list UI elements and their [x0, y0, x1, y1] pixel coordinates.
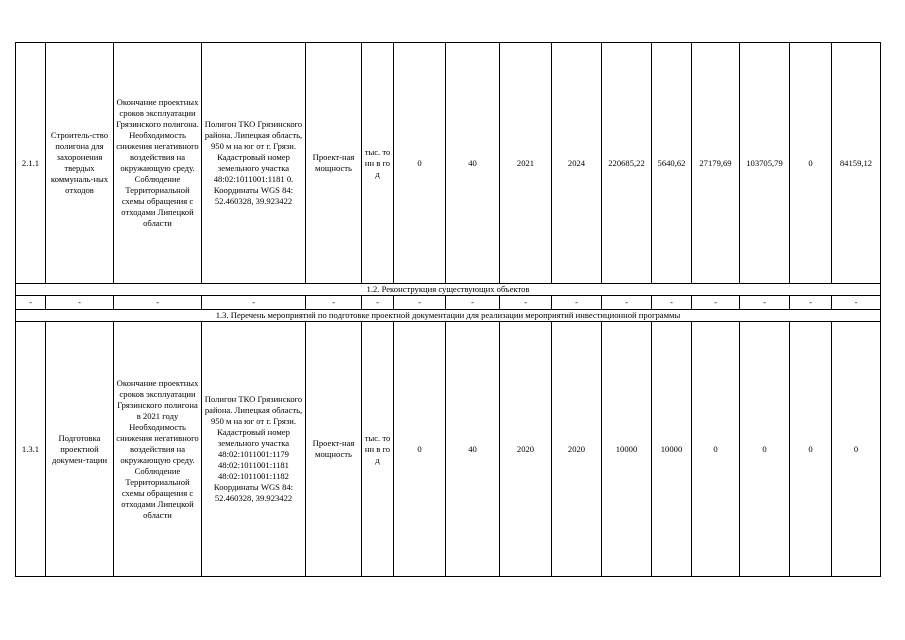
dash-cell: -	[362, 296, 394, 310]
cell-cost-1: 10000	[652, 322, 692, 577]
dash-cell: -	[740, 296, 790, 310]
cell-event-name: Строитель-ство полигона для захоронения твердых коммуналь-ных отходов	[46, 43, 114, 284]
section-title-project-docs: 1.3. Перечень мероприятий по подготовке проектной документации для реализации мероприятий инвестиционной программы	[16, 310, 881, 322]
dash-cell: -	[832, 296, 881, 310]
cell-cost-4: 0	[790, 43, 832, 284]
dash-cell: -	[790, 296, 832, 310]
cell-event-name: Подготовка проектной докумен-тации	[46, 322, 114, 577]
cell-end-year: 2024	[552, 43, 602, 284]
cell-reason: Окончание проектных сроков эксплуатации Грязинского полигона в 2021 году Необходимость снижения негативного воздействия на окружающую среду. Соблюдение Территориальной схемы обращения с отходами Липецкой области	[114, 322, 202, 577]
cell-cost-3: 0	[740, 322, 790, 577]
cell-indicator: Проект-ная мощность	[306, 43, 362, 284]
section-row-1-3	[16, 310, 881, 322]
section-row-1-2	[16, 284, 881, 296]
cell-location: Полигон ТКО Грязинского района. Липецкая область, 950 м на юг от г. Грязи. Кадастровый номер земельного участка 48:02:1011001:1179 48:02:1011001:1181 48:02:1011001:1182 Координаты WGS 84: 52.460328, 39.923422	[202, 322, 306, 577]
table-row-1-3-1	[16, 322, 881, 577]
dash-cell: -	[652, 296, 692, 310]
dash-cell: -	[202, 296, 306, 310]
investment-program-table	[15, 42, 881, 577]
cell-indicator: Проект-ная мощность	[306, 322, 362, 577]
cell-unit: тыс. тонн в год	[362, 43, 394, 284]
cell-start-year: 2021	[500, 43, 552, 284]
dash-cell: -	[114, 296, 202, 310]
cell-value-before: 0	[394, 43, 446, 284]
dash-cell: -	[46, 296, 114, 310]
dash-cell: -	[552, 296, 602, 310]
dash-cell: -	[16, 296, 46, 310]
cell-total-cost: 220685,22	[602, 43, 652, 284]
cell-number: 1.3.1	[16, 322, 46, 577]
cell-number: 2.1.1	[16, 43, 46, 284]
table-row-empty	[16, 296, 881, 310]
dash-cell: -	[692, 296, 740, 310]
cell-total-cost: 10000	[602, 322, 652, 577]
cell-end-year: 2020	[552, 322, 602, 577]
dash-cell: -	[500, 296, 552, 310]
dash-cell: -	[602, 296, 652, 310]
cell-cost-5: 84159,12	[832, 43, 881, 284]
cell-value-before: 0	[394, 322, 446, 577]
cell-location: Полигон ТКО Грязинского района. Липецкая область, 950 м на юг от г. Грязи. Кадастровый номер земельного участка 48:02:1011001:1181 0. Координаты WGS 84: 52.460328, 39.923422	[202, 43, 306, 284]
cell-value-after: 40	[446, 43, 500, 284]
cell-cost-3: 103705,79	[740, 43, 790, 284]
cell-start-year: 2020	[500, 322, 552, 577]
cell-value-after: 40	[446, 322, 500, 577]
cell-cost-2: 27179,69	[692, 43, 740, 284]
cell-cost-1: 5640,62	[652, 43, 692, 284]
dash-cell: -	[446, 296, 500, 310]
cell-reason: Окончание проектных сроков эксплуатации Грязинского полигона. Необходимость снижения негативного воздействия на окружающую среду. Соблюдение Территориальной схемы обращения с отходами Липецкой области	[114, 43, 202, 284]
cell-cost-4: 0	[790, 322, 832, 577]
cell-cost-2: 0	[692, 322, 740, 577]
dash-cell: -	[394, 296, 446, 310]
cell-unit: тыс. тонн в год	[362, 322, 394, 577]
dash-cell: -	[306, 296, 362, 310]
section-title-reconstruction: 1.2. Реконструкция существующих объектов	[16, 284, 881, 296]
table-row-2-1-1	[16, 43, 881, 284]
cell-cost-5: 0	[832, 322, 881, 577]
